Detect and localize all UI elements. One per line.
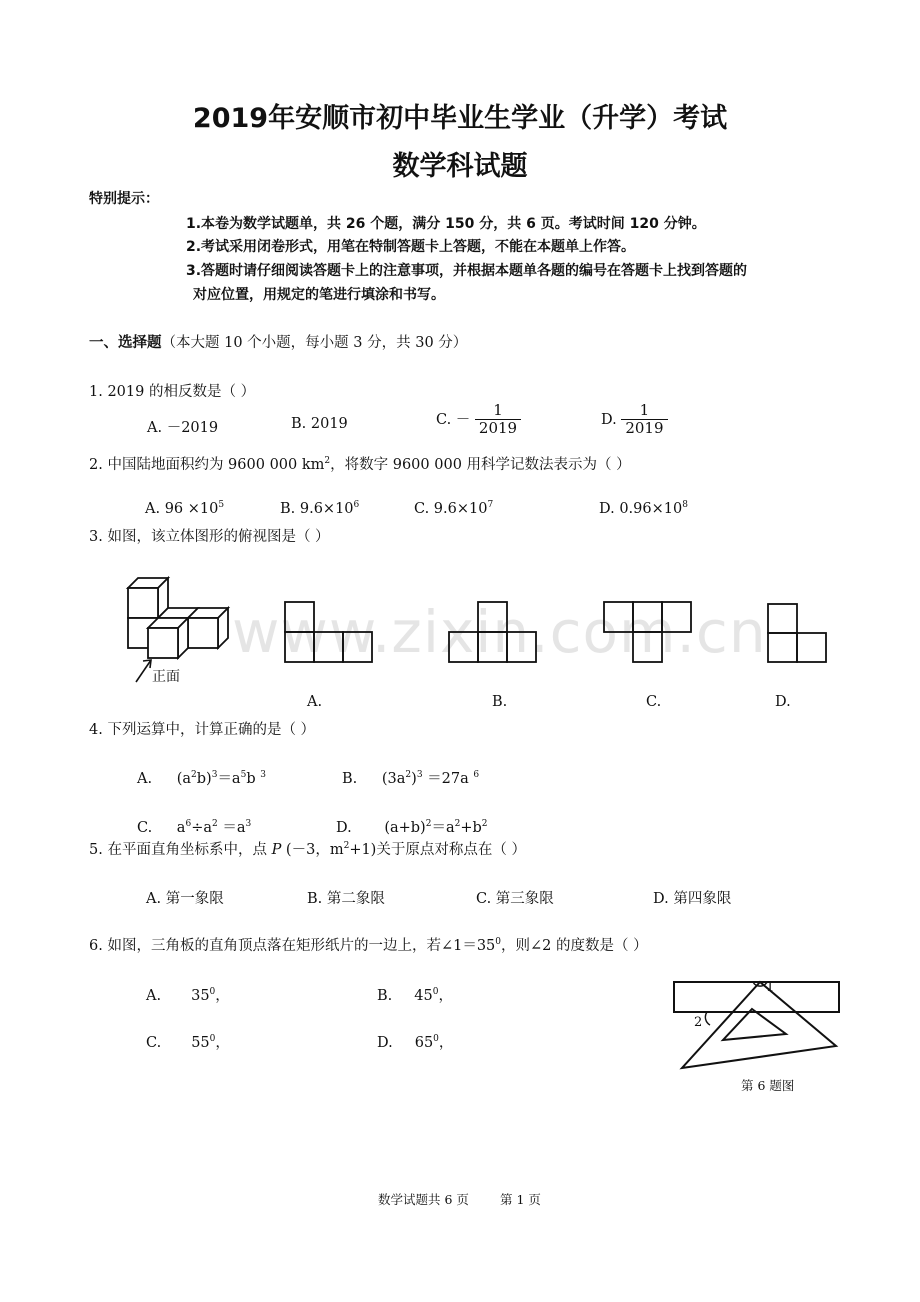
q6-d-tail: ， [438, 1035, 454, 1051]
q5-option-d: D. 第四象限 [653, 891, 732, 907]
q3-option-c-figure [603, 601, 693, 663]
footer-page-number: 第 1 页 [500, 1192, 541, 1207]
q4-c-expr: $a^6\div a^2 =a^3$ [176, 819, 252, 836]
q6-d-sup: 0 [433, 1034, 439, 1045]
exam-subtitle: 数学科试题 [392, 151, 528, 182]
q5-option-c: C. 第三象限 [476, 891, 554, 907]
q2-c-text: C. 9.6×10 [414, 501, 488, 517]
q3-option-d-label: D. [775, 694, 791, 710]
section-heading [89, 331, 467, 352]
q5-stem [89, 838, 526, 859]
q4-stem: 4. 下列运算中，计算正确的是（ ） [89, 722, 316, 738]
q6-d-value: 65 [414, 1035, 434, 1051]
notice-label: 特别提示： [89, 191, 159, 207]
q2-option-a [145, 501, 224, 517]
q1-option-c [436, 402, 521, 438]
q6-option-a [146, 984, 230, 1005]
q1-option-c-label: C. － [436, 411, 471, 428]
section-detail: （本大题 10 个小题，每小题 3 分，共 30 分） [161, 335, 468, 351]
q6-c-tail: ， [215, 1035, 230, 1051]
q5-point-name: P [271, 842, 282, 858]
q2-c-sup: 7 [487, 500, 494, 511]
notice-item-1: 1.本卷为数学试题单，共 26 个题，满分 150 分，共 6 页。考试时间 120 分钟。 [186, 216, 706, 232]
q4-d-label: D. [336, 820, 352, 836]
q5-stem-tail: +1)关于原点对称点在（ ） [349, 842, 526, 858]
q1-option-d-label: D. [601, 411, 617, 428]
q4-a-expr: $(a^2b)^3=a^5b$ $^3$ [176, 770, 266, 787]
q5-stem-text: 5. 在平面直角坐标系中，点 [89, 842, 272, 858]
q3-option-b-figure [448, 601, 538, 663]
q6-b-label: B. [377, 988, 393, 1004]
q6-a-sup: 0 [209, 987, 216, 998]
q3-stem: 3. 如图，该立体图形的俯视图是（ ） [89, 529, 330, 545]
q4-b-expr: $(3a^2)^3 =27a$ $^6$ [381, 770, 480, 787]
q6-c-sup: 0 [209, 1034, 216, 1045]
q1-option-d-fraction [621, 402, 667, 438]
q6-a-label: A. [146, 988, 162, 1004]
q1-d-denominator: 2019 [625, 419, 664, 438]
q6-angle1-label: 1 [766, 980, 775, 995]
q6-caption: 第 6 题图 [741, 1078, 795, 1093]
q1-stem: 1. 2019 的相反数是（ ） [89, 384, 256, 400]
q6-option-b [377, 984, 453, 1005]
q3-solid-figure [120, 570, 240, 695]
q6-stem [89, 934, 648, 955]
exam-title: 2019年安顺市初中毕业生学业（升学）考试 [192, 103, 728, 134]
q4-b-label: B. [342, 771, 358, 787]
q2-stem [89, 453, 631, 474]
q6-stem-text: 6. 如图，三角板的直角顶点落在矩形纸片的一边上，若∠1＝35 [89, 938, 496, 954]
q3-option-d-figure [767, 603, 829, 665]
q5-stem-mid: (－3，m [281, 842, 344, 858]
q6-b-tail: ， [438, 988, 453, 1004]
q2-a-text: A. 96 ×10 [145, 501, 219, 517]
q6-option-d [377, 1031, 453, 1052]
notice-item-2: 2.考试采用闭卷形式，用笔在特制答题卡上答题，不能在本题单上作答。 [186, 239, 636, 255]
q6-d-label: D. [377, 1035, 393, 1051]
notice-item-3: 3.答题时请仔细阅读答题卡上的注意事项，并根据本题单各题的编号在答题卡上找到答题的 [186, 263, 748, 279]
watermark: www.zixin.com.cn [232, 598, 767, 666]
q4-d-expr: $(a+b)^2=a^2+b^2$ [384, 819, 488, 836]
q1-option-d [601, 402, 668, 438]
q1-c-denominator: 2019 [478, 419, 518, 438]
q2-option-d [599, 501, 688, 517]
q3-option-c-label: C. [646, 694, 662, 710]
notice-item-3-cont: 对应位置，用规定的笔进行填涂和书写。 [193, 287, 445, 303]
q4-a-label: A. [137, 771, 153, 787]
q6-triangle-outer [682, 982, 836, 1068]
q4-option-b [342, 767, 479, 788]
q3-option-a-figure [284, 601, 374, 663]
q5-stem-sup: 2 [343, 841, 350, 852]
q1-option-a: A. －2019 [147, 420, 219, 436]
q2-stem-tail: ，将数字 9600 000 用科学记数法表示为（ ） [330, 457, 631, 473]
q3-front-label: 正面 [152, 669, 180, 685]
q2-a-sup: 5 [218, 500, 225, 511]
q1-option-b: B. 2019 [291, 416, 348, 432]
q4-option-a [137, 767, 266, 788]
q1-c-numerator: 1 [475, 402, 521, 420]
q6-angle2-label: 2 [694, 1015, 703, 1030]
q2-b-text: B. 9.6×10 [280, 501, 354, 517]
q2-option-b [280, 501, 359, 517]
q5-option-b: B. 第二象限 [307, 891, 385, 907]
q2-option-c [414, 501, 493, 517]
q2-stem-sup: 2 [324, 456, 331, 467]
q5-option-a: A. 第一象限 [146, 891, 224, 907]
q1-option-c-fraction [475, 402, 521, 438]
q6-c-value: 55 [191, 1035, 210, 1051]
q6-a-tail: ， [215, 988, 230, 1004]
q4-c-label: C. [137, 820, 153, 836]
q3-option-a-label: A. [307, 694, 323, 710]
q2-stem-text: 2. 中国陆地面积约为 9600 000 km [89, 457, 325, 473]
q1-d-numerator: 1 [621, 402, 667, 420]
q2-b-sup: 6 [353, 500, 360, 511]
q3-option-b-label: B. [492, 694, 508, 710]
q6-stem-sup: 0 [495, 937, 502, 948]
q2-d-text: D. 0.96×10 [599, 501, 683, 517]
q6-b-sup: 0 [432, 987, 439, 998]
q6-stem-tail: ，则∠2 的度数是（ ） [501, 938, 648, 954]
q4-option-c [137, 816, 251, 837]
q6-angle2-arc [705, 1012, 710, 1025]
q6-option-c [146, 1031, 230, 1052]
section-title: 一、选择题 [89, 335, 162, 351]
q2-d-sup: 8 [682, 500, 688, 511]
q6-a-value: 35 [191, 988, 210, 1004]
footer-total-pages: 数学试题共 6 页 [378, 1192, 469, 1207]
q6-c-label: C. [146, 1035, 162, 1051]
q4-option-d [336, 816, 488, 837]
q6-b-value: 45 [414, 988, 433, 1004]
